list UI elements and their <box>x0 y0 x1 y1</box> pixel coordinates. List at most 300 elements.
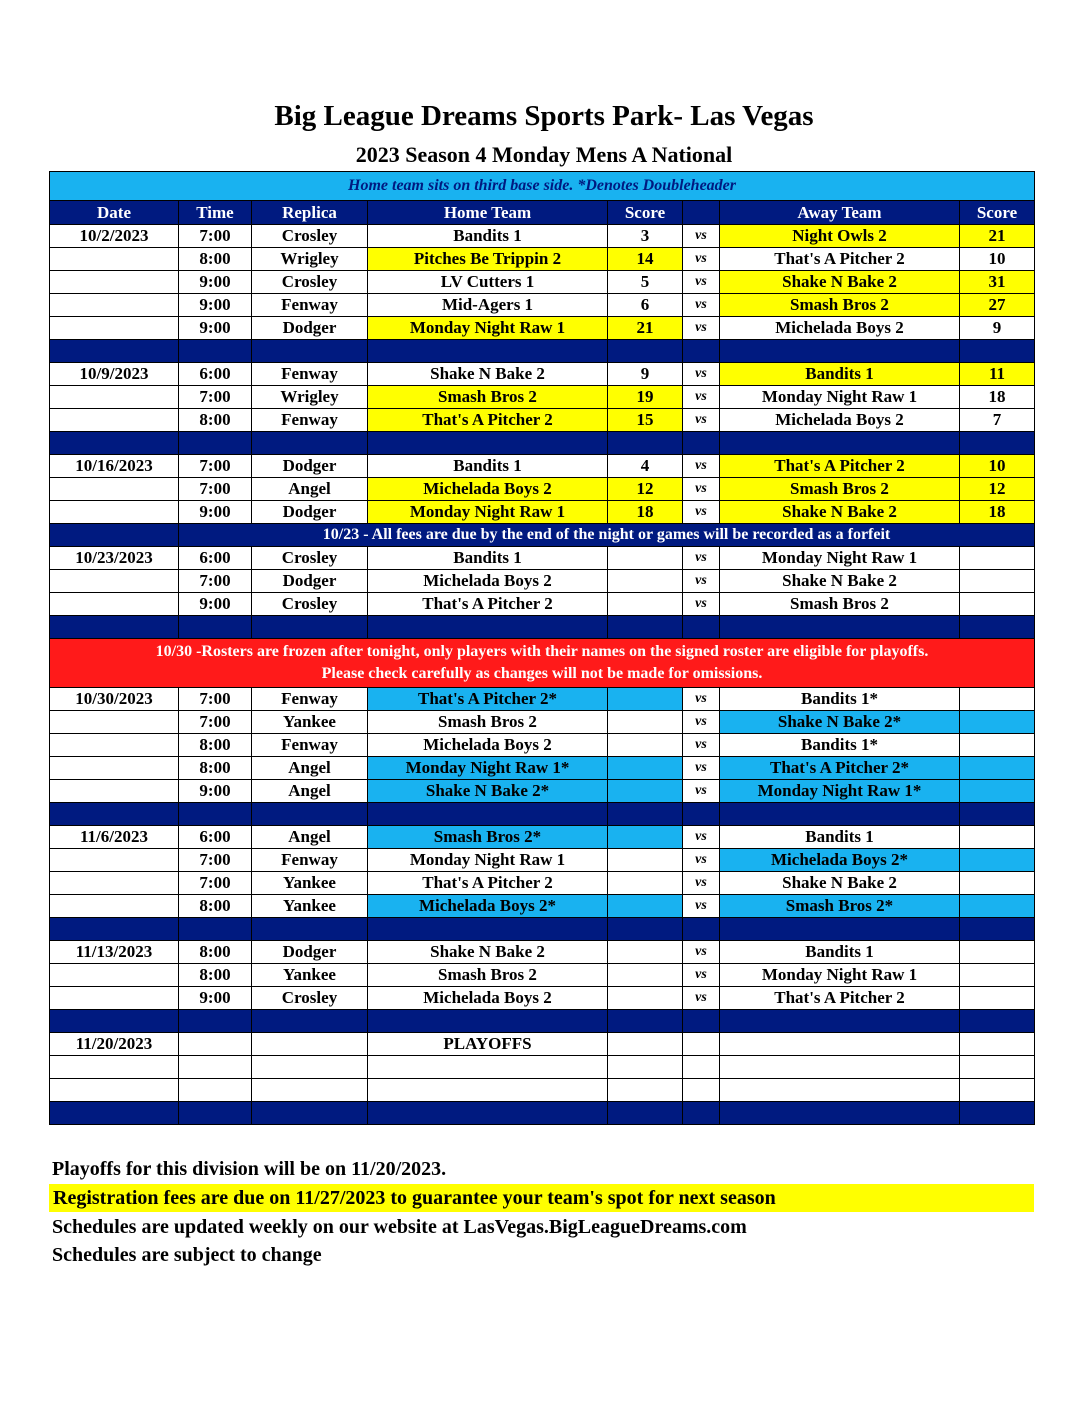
spacer-cell <box>252 1010 368 1033</box>
empty-cell <box>683 1033 720 1056</box>
spacer-cell <box>720 432 960 455</box>
empty-cell <box>50 1056 179 1079</box>
game-row <box>50 409 1035 432</box>
away-team-cell: Monday Night Raw 1 <box>720 964 960 987</box>
home-score-cell: 18 <box>608 501 683 524</box>
time-cell: 8:00 <box>179 734 252 757</box>
home-score-cell: 6 <box>608 294 683 317</box>
empty-cell <box>179 1056 252 1079</box>
game-row <box>50 478 1035 501</box>
time-cell: 8:00 <box>179 964 252 987</box>
time-cell: 9:00 <box>179 271 252 294</box>
vs-cell: vs <box>683 501 720 524</box>
header-row <box>50 201 1035 225</box>
change-note: Schedules are subject to change <box>52 1244 322 1266</box>
away-team-cell: Michelada Boys 2* <box>720 849 960 872</box>
page-title: Big League Dreams Sports Park- Las Vegas <box>274 100 814 132</box>
spacer-cell <box>608 918 683 941</box>
away-team-cell: Bandits 1* <box>720 734 960 757</box>
time-cell: 8:00 <box>179 409 252 432</box>
away-team-cell: Smash Bros 2 <box>720 593 960 616</box>
vs-cell: vs <box>683 409 720 432</box>
spacer-cell <box>179 616 252 639</box>
date-cell <box>50 780 179 803</box>
away-team-cell: Shake N Bake 2* <box>720 711 960 734</box>
away-score-header: Score <box>960 201 1035 225</box>
vs-cell: vs <box>683 757 720 780</box>
empty-cell <box>683 1079 720 1102</box>
vs-cell: vs <box>683 711 720 734</box>
replica-cell: Yankee <box>252 872 368 895</box>
home-team-cell: Bandits 1 <box>368 547 608 570</box>
info-banner-row <box>50 172 1035 201</box>
date-cell: 10/30/2023 <box>50 688 179 711</box>
spacer-cell <box>608 340 683 363</box>
home-score-cell <box>608 734 683 757</box>
spacer-cell <box>608 1010 683 1033</box>
home-score-cell: 9 <box>608 363 683 386</box>
date-cell <box>50 248 179 271</box>
spacer-cell <box>179 1010 252 1033</box>
home-team-cell: Smash Bros 2 <box>368 964 608 987</box>
home-team-cell: Bandits 1 <box>368 225 608 248</box>
spacer-cell <box>683 1010 720 1033</box>
replica-cell <box>252 1033 368 1056</box>
away-team-cell: Monday Night Raw 1* <box>720 780 960 803</box>
spacer-cell <box>960 1010 1035 1033</box>
replica-cell: Crosley <box>252 593 368 616</box>
replica-cell: Fenway <box>252 409 368 432</box>
spacer-row <box>50 918 1035 941</box>
home-team-header: Home Team <box>368 201 608 225</box>
empty-row <box>50 1079 1035 1102</box>
home-score-cell: 21 <box>608 317 683 340</box>
away-score-cell <box>960 593 1035 616</box>
empty-cell <box>368 1079 608 1102</box>
vs-cell: vs <box>683 478 720 501</box>
away-score-cell: 18 <box>960 386 1035 409</box>
empty-cell <box>720 1079 960 1102</box>
game-row <box>50 688 1035 711</box>
away-team-cell: Smash Bros 2 <box>720 478 960 501</box>
spacer-cell <box>720 340 960 363</box>
home-team-cell: Pitches Be Trippin 2 <box>368 248 608 271</box>
empty-cell <box>608 1033 683 1056</box>
away-score-cell <box>960 872 1035 895</box>
time-cell: 8:00 <box>179 895 252 918</box>
home-team-cell: LV Cutters 1 <box>368 271 608 294</box>
away-score-cell <box>960 547 1035 570</box>
game-row <box>50 964 1035 987</box>
spacer-cell <box>368 340 608 363</box>
spacer-cell <box>960 616 1035 639</box>
home-score-cell <box>608 593 683 616</box>
time-cell: 9:00 <box>179 501 252 524</box>
date-cell <box>50 964 179 987</box>
date-cell <box>50 987 179 1010</box>
away-team-cell: Shake N Bake 2 <box>720 570 960 593</box>
replica-cell: Dodger <box>252 317 368 340</box>
home-score-cell: 12 <box>608 478 683 501</box>
date-cell <box>50 409 179 432</box>
spacer-row <box>50 1010 1035 1033</box>
date-cell <box>50 849 179 872</box>
home-score-cell: 14 <box>608 248 683 271</box>
empty-cell <box>960 1056 1035 1079</box>
time-cell: 8:00 <box>179 757 252 780</box>
away-team-cell: Smash Bros 2 <box>720 294 960 317</box>
replica-cell: Dodger <box>252 941 368 964</box>
spacer-cell <box>252 1102 368 1125</box>
time-cell: 7:00 <box>179 455 252 478</box>
away-team-cell: Michelada Boys 2 <box>720 409 960 432</box>
spacer-cell <box>50 432 179 455</box>
game-row <box>50 826 1035 849</box>
replica-cell: Fenway <box>252 849 368 872</box>
time-cell: 8:00 <box>179 248 252 271</box>
time-header: Time <box>179 201 252 225</box>
replica-cell: Crosley <box>252 987 368 1010</box>
away-score-cell <box>960 757 1035 780</box>
replica-cell: Fenway <box>252 688 368 711</box>
time-cell: 7:00 <box>179 849 252 872</box>
home-team-cell: That's A Pitcher 2 <box>368 409 608 432</box>
time-cell: 6:00 <box>179 363 252 386</box>
away-team-cell: Bandits 1 <box>720 941 960 964</box>
home-team-cell: Michelada Boys 2 <box>368 478 608 501</box>
game-row <box>50 248 1035 271</box>
time-cell: 7:00 <box>179 872 252 895</box>
game-row <box>50 225 1035 248</box>
date-cell <box>50 386 179 409</box>
home-team-cell: Smash Bros 2 <box>368 386 608 409</box>
replica-cell: Dodger <box>252 455 368 478</box>
replica-cell: Yankee <box>252 711 368 734</box>
away-score-cell: 27 <box>960 294 1035 317</box>
date-cell <box>50 478 179 501</box>
home-score-cell: 15 <box>608 409 683 432</box>
home-team-cell: Shake N Bake 2 <box>368 363 608 386</box>
home-team-cell: Bandits 1 <box>368 455 608 478</box>
vs-cell: vs <box>683 225 720 248</box>
vs-cell: vs <box>683 271 720 294</box>
spacer-cell <box>368 1102 608 1125</box>
home-team-cell: That's A Pitcher 2 <box>368 872 608 895</box>
away-team-cell: That's A Pitcher 2 <box>720 455 960 478</box>
spacer-cell <box>683 340 720 363</box>
home-score-cell <box>608 711 683 734</box>
home-team-cell: Monday Night Raw 1 <box>368 501 608 524</box>
game-row <box>50 363 1035 386</box>
alert-row <box>50 639 1035 688</box>
game-row <box>50 711 1035 734</box>
game-row <box>50 317 1035 340</box>
playoffs-label: PLAYOFFS <box>368 1033 608 1056</box>
alert-line-1: 10/30 -Rosters are frozen after tonight, only players with their names on the signed roster are eligible for playoffs. <box>155 643 929 660</box>
away-score-cell: 7 <box>960 409 1035 432</box>
vs-cell: vs <box>683 317 720 340</box>
away-score-cell: 10 <box>960 455 1035 478</box>
spacer-cell <box>252 340 368 363</box>
spacer-cell <box>50 803 179 826</box>
time-cell: 6:00 <box>179 826 252 849</box>
away-team-cell: Monday Night Raw 1 <box>720 547 960 570</box>
replica-cell: Angel <box>252 757 368 780</box>
spacer-row <box>50 340 1035 363</box>
home-score-cell <box>608 547 683 570</box>
replica-cell: Angel <box>252 780 368 803</box>
spacer-cell <box>960 432 1035 455</box>
spacer-cell <box>720 1010 960 1033</box>
away-team-cell: Shake N Bake 2 <box>720 271 960 294</box>
replica-cell: Dodger <box>252 501 368 524</box>
date-cell <box>50 501 179 524</box>
spacer-cell <box>50 1010 179 1033</box>
home-score-cell <box>608 987 683 1010</box>
away-score-cell <box>960 711 1035 734</box>
game-row <box>50 757 1035 780</box>
spacer-cell <box>252 803 368 826</box>
game-row <box>50 895 1035 918</box>
spacer-cell <box>368 432 608 455</box>
away-team-cell: Smash Bros 2* <box>720 895 960 918</box>
away-team-cell: Bandits 1* <box>720 688 960 711</box>
game-row <box>50 547 1035 570</box>
spacer-cell <box>368 1010 608 1033</box>
spacer-cell <box>179 1102 252 1125</box>
replica-cell: Wrigley <box>252 386 368 409</box>
away-score-cell: 12 <box>960 478 1035 501</box>
spacer-cell <box>252 616 368 639</box>
game-row <box>50 271 1035 294</box>
spacer-cell <box>683 918 720 941</box>
spacer-cell <box>960 803 1035 826</box>
date-header: Date <box>50 201 179 225</box>
home-team-cell: Michelada Boys 2 <box>368 570 608 593</box>
away-team-cell: Shake N Bake 2 <box>720 872 960 895</box>
replica-cell: Wrigley <box>252 248 368 271</box>
home-score-cell: 19 <box>608 386 683 409</box>
game-row <box>50 987 1035 1010</box>
alert-line-2: Please check carefully as changes will not be made for omissions. <box>321 665 763 682</box>
date-cell <box>50 734 179 757</box>
spacer-cell <box>960 1102 1035 1125</box>
vs-cell: vs <box>683 455 720 478</box>
away-score-cell <box>960 987 1035 1010</box>
replica-cell: Fenway <box>252 363 368 386</box>
vs-cell: vs <box>683 688 720 711</box>
vs-cell: vs <box>683 987 720 1010</box>
playoff-row <box>50 1033 1035 1056</box>
away-score-cell <box>960 780 1035 803</box>
notice-row <box>50 524 1035 547</box>
info-banner: Home team sits on third base side. *Denotes Doubleheader <box>50 172 1035 201</box>
vs-cell: vs <box>683 895 720 918</box>
spacer-cell <box>720 803 960 826</box>
spacer-cell <box>179 432 252 455</box>
page-subtitle: 2023 Season 4 Monday Mens A National <box>355 142 733 167</box>
empty-cell <box>252 1079 368 1102</box>
empty-cell <box>960 1033 1035 1056</box>
spacer-cell <box>683 616 720 639</box>
away-team-cell: That's A Pitcher 2* <box>720 757 960 780</box>
notice-text: 10/23 - All fees are due by the end of the night or games will be recorded as a forfeit <box>179 524 1035 547</box>
home-score-cell <box>608 780 683 803</box>
replica-cell: Fenway <box>252 734 368 757</box>
game-row <box>50 780 1035 803</box>
away-score-cell <box>960 964 1035 987</box>
replica-cell: Crosley <box>252 547 368 570</box>
date-cell <box>50 570 179 593</box>
away-team-cell: Shake N Bake 2 <box>720 501 960 524</box>
vs-cell: vs <box>683 248 720 271</box>
date-cell <box>50 895 179 918</box>
spacer-cell <box>50 340 179 363</box>
empty-row <box>50 1056 1035 1079</box>
empty-cell <box>720 1056 960 1079</box>
spacer-row <box>50 432 1035 455</box>
time-cell: 7:00 <box>179 478 252 501</box>
date-cell: 10/9/2023 <box>50 363 179 386</box>
time-cell: 7:00 <box>179 386 252 409</box>
website-note: Schedules are updated weekly on our website at LasVegas.BigLeagueDreams.com <box>52 1216 747 1238</box>
home-score-cell <box>608 964 683 987</box>
home-score-cell: 3 <box>608 225 683 248</box>
home-team-cell: Michelada Boys 2* <box>368 895 608 918</box>
home-score-cell <box>608 849 683 872</box>
time-cell: 9:00 <box>179 987 252 1010</box>
spacer-cell <box>368 803 608 826</box>
spacer-cell <box>608 432 683 455</box>
empty-cell <box>252 1056 368 1079</box>
away-team-cell: Bandits 1 <box>720 826 960 849</box>
home-score-cell: 4 <box>608 455 683 478</box>
spacer-cell <box>960 340 1035 363</box>
date-cell <box>50 711 179 734</box>
home-team-cell: Monday Night Raw 1* <box>368 757 608 780</box>
vs-cell: vs <box>683 363 720 386</box>
spacer-cell <box>368 616 608 639</box>
home-team-cell: That's A Pitcher 2* <box>368 688 608 711</box>
home-team-cell: Shake N Bake 2* <box>368 780 608 803</box>
vs-cell: vs <box>683 849 720 872</box>
empty-cell <box>368 1056 608 1079</box>
empty-cell <box>683 1056 720 1079</box>
home-score-cell <box>608 757 683 780</box>
away-score-cell <box>960 570 1035 593</box>
vs-cell: vs <box>683 593 720 616</box>
game-row <box>50 386 1035 409</box>
replica-cell: Yankee <box>252 964 368 987</box>
date-cell: 10/23/2023 <box>50 547 179 570</box>
spacer-cell <box>179 918 252 941</box>
spacer-cell <box>179 803 252 826</box>
home-score-cell <box>608 941 683 964</box>
home-score-cell <box>608 895 683 918</box>
time-cell: 9:00 <box>179 294 252 317</box>
spacer-cell <box>608 1102 683 1125</box>
replica-cell: Angel <box>252 478 368 501</box>
schedule-table <box>49 171 1035 1125</box>
spacer-cell <box>50 616 179 639</box>
vs-cell: vs <box>683 734 720 757</box>
spacer-row <box>50 1102 1035 1125</box>
away-team-cell: Bandits 1 <box>720 363 960 386</box>
date-cell: 11/20/2023 <box>50 1033 179 1056</box>
home-team-cell: Michelada Boys 2 <box>368 987 608 1010</box>
home-score-cell <box>608 688 683 711</box>
date-cell: 10/2/2023 <box>50 225 179 248</box>
home-score-cell <box>608 570 683 593</box>
away-score-cell: 18 <box>960 501 1035 524</box>
home-team-cell: Shake N Bake 2 <box>368 941 608 964</box>
away-team-header: Away Team <box>720 201 960 225</box>
vs-cell: vs <box>683 872 720 895</box>
game-row <box>50 294 1035 317</box>
game-row <box>50 501 1035 524</box>
spacer-cell <box>720 616 960 639</box>
away-score-cell: 10 <box>960 248 1035 271</box>
time-cell: 8:00 <box>179 941 252 964</box>
empty-cell <box>50 1079 179 1102</box>
game-row <box>50 872 1035 895</box>
game-row <box>50 849 1035 872</box>
away-score-cell <box>960 895 1035 918</box>
home-team-cell: Mid-Agers 1 <box>368 294 608 317</box>
replica-cell: Crosley <box>252 271 368 294</box>
home-team-cell: Michelada Boys 2 <box>368 734 608 757</box>
away-score-cell: 11 <box>960 363 1035 386</box>
vs-cell: vs <box>683 570 720 593</box>
date-cell <box>50 757 179 780</box>
home-score-cell <box>608 872 683 895</box>
away-score-cell: 31 <box>960 271 1035 294</box>
away-team-cell: Michelada Boys 2 <box>720 317 960 340</box>
time-cell: 9:00 <box>179 780 252 803</box>
date-cell: 11/6/2023 <box>50 826 179 849</box>
home-team-cell: Monday Night Raw 1 <box>368 849 608 872</box>
spacer-cell <box>252 432 368 455</box>
time-cell: 7:00 <box>179 225 252 248</box>
vs-cell: vs <box>683 780 720 803</box>
spacer-cell <box>683 432 720 455</box>
replica-header: Replica <box>252 201 368 225</box>
time-cell: 7:00 <box>179 711 252 734</box>
alert-text <box>50 639 1035 688</box>
game-row <box>50 941 1035 964</box>
time-cell <box>179 1033 252 1056</box>
date-cell: 10/16/2023 <box>50 455 179 478</box>
vs-cell: vs <box>683 294 720 317</box>
game-row <box>50 570 1035 593</box>
time-cell: 7:00 <box>179 570 252 593</box>
replica-cell: Dodger <box>252 570 368 593</box>
time-cell: 9:00 <box>179 317 252 340</box>
replica-cell: Yankee <box>252 895 368 918</box>
game-row <box>50 734 1035 757</box>
vs-cell: vs <box>683 964 720 987</box>
spacer-cell <box>960 918 1035 941</box>
home-score-header: Score <box>608 201 683 225</box>
replica-cell: Fenway <box>252 294 368 317</box>
spacer-cell <box>683 1102 720 1125</box>
time-cell: 9:00 <box>179 593 252 616</box>
away-team-cell: Monday Night Raw 1 <box>720 386 960 409</box>
spacer-cell <box>252 918 368 941</box>
away-score-cell: 21 <box>960 225 1035 248</box>
away-score-cell <box>960 688 1035 711</box>
vs-cell: vs <box>683 386 720 409</box>
